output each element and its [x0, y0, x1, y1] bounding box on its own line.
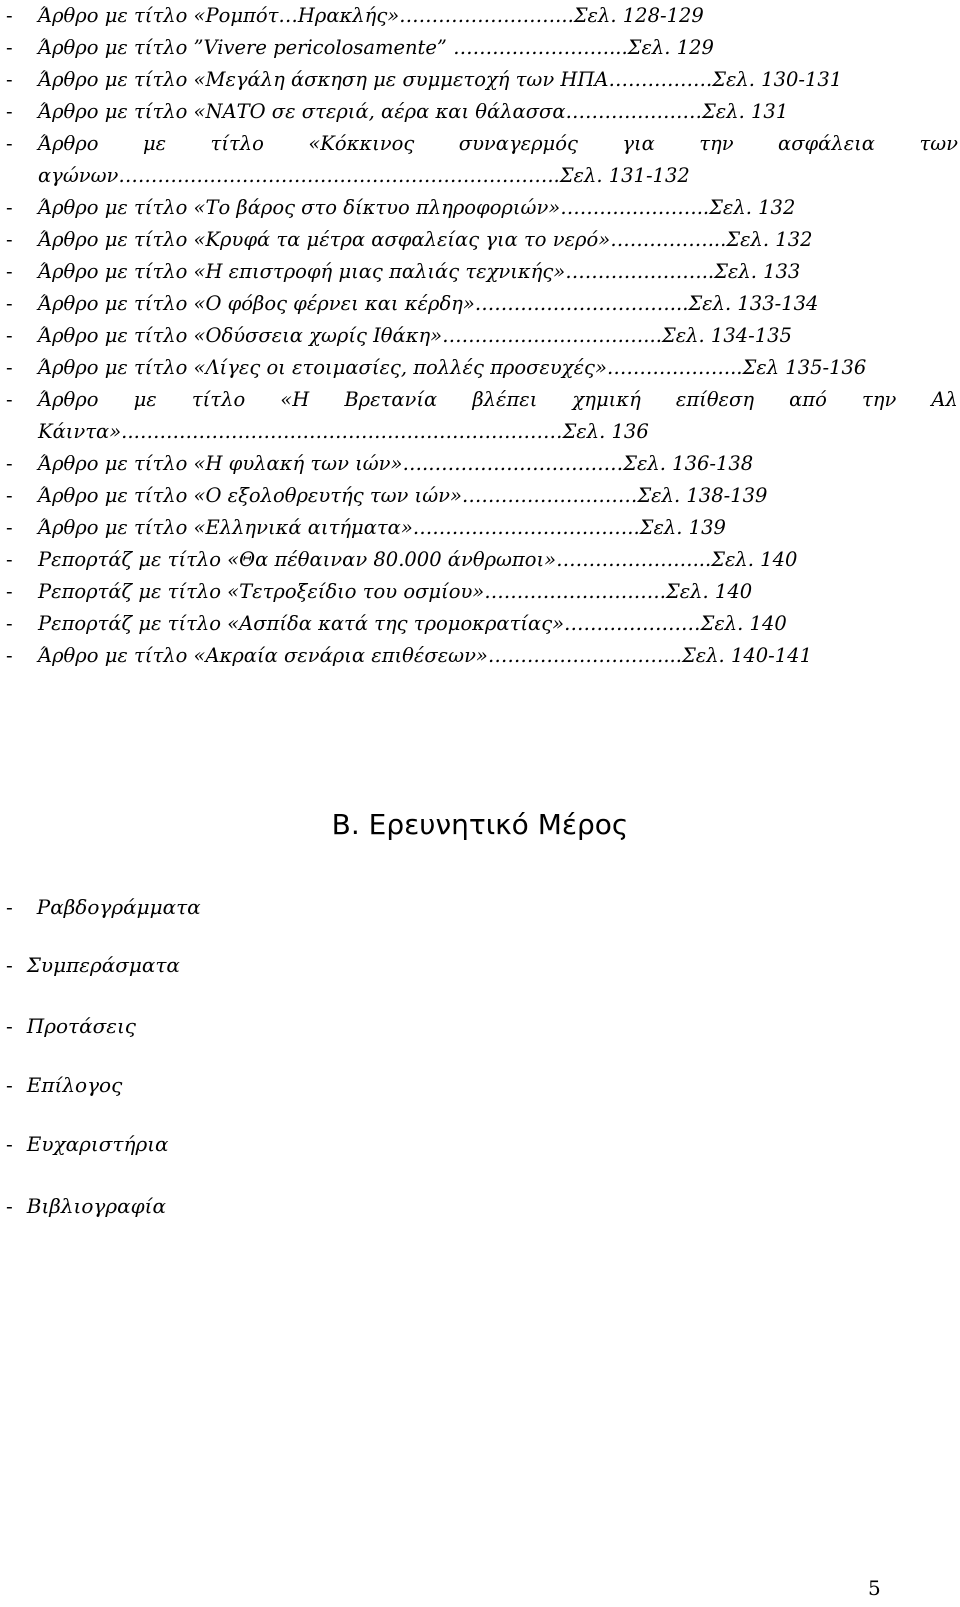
bullet-dash: -	[6, 388, 13, 411]
bullet-dash: -	[6, 895, 13, 919]
bullet-dash: -	[6, 68, 13, 91]
toc-entry-text: Άρθρο με τίτλο «Λίγες οι ετοιμασίες, πολλές προσευχές»………………...Σελ 135-136	[38, 356, 867, 379]
toc-entry-wrapped	[6, 384, 960, 448]
page-number: 5	[868, 1576, 881, 1600]
bullet-dash: -	[6, 580, 13, 603]
toc-entry	[6, 544, 960, 576]
bullet-dash: -	[6, 548, 13, 571]
bullet-dash: -	[6, 260, 13, 283]
bullet-dash: -	[6, 1194, 13, 1218]
toc-entry-continuation: Κάιντα»..…………………………………………………………Σελ. 136	[38, 420, 649, 443]
toc-entry	[6, 608, 960, 640]
table-of-contents	[6, 0, 960, 672]
toc-word: χημική	[572, 388, 641, 411]
toc-word: για	[622, 132, 655, 155]
bullet-dash: -	[6, 1132, 13, 1156]
toc-word: την	[699, 132, 734, 155]
section-item-label: Ευχαριστήρια	[26, 1132, 169, 1156]
toc-word: των	[919, 132, 958, 155]
toc-entry	[6, 224, 960, 256]
toc-entry	[6, 0, 960, 32]
toc-entry-text: Άρθρο με τίτλο «Μεγάλη άσκηση με συμμετοχή των ΗΠΑ…………….Σελ. 130-131	[38, 68, 843, 91]
bullet-dash: -	[6, 1014, 13, 1038]
bullet-dash: -	[6, 324, 13, 347]
toc-word: τίτλο	[210, 132, 264, 155]
toc-entry-text: Άρθρο με τίτλο «Ελληνικά αιτήματα»……………………………..Σελ. 139	[38, 516, 726, 539]
toc-entry-justified-line	[38, 384, 958, 416]
bullet-dash: -	[6, 484, 13, 507]
toc-entry-justified-line	[38, 128, 958, 160]
bullet-dash: -	[6, 516, 13, 539]
toc-word: Άρθρο	[38, 132, 99, 155]
toc-entry-text: Άρθρο με τίτλο «Η φυλακή των ιών»….…………………………Σελ. 136-138	[38, 452, 754, 475]
toc-entry	[6, 288, 960, 320]
toc-entry-text: Άρθρο με τίτλο «Ρομπότ…Ηρακλής»……………………...Σελ. 128-129	[38, 4, 704, 27]
toc-word: συναγερμός	[458, 132, 578, 155]
toc-entry-text: Ρεπορτάζ με τίτλο «Τετροξείδιο του οσμίου»……………………….Σελ. 140	[38, 580, 753, 603]
bullet-dash: -	[6, 292, 13, 315]
section-heading: Β. Ερευνητικό Μέρος	[331, 808, 629, 841]
toc-entry-text: Ρεπορτάζ με τίτλο «Ασπίδα κατά της τρομοκρατίας»…………………Σελ. 140	[38, 612, 787, 635]
toc-entry	[6, 256, 960, 288]
bullet-dash: -	[6, 132, 13, 155]
toc-word: την	[861, 388, 897, 411]
toc-word: με	[133, 388, 157, 411]
toc-entry	[6, 448, 960, 480]
section-item	[6, 1014, 136, 1038]
toc-entry-text: Άρθρο με τίτλο «Οδύσσεια χωρίς Ιθάκη»……………………….…...Σελ. 134-135	[38, 324, 792, 347]
toc-word: με	[142, 132, 167, 155]
section-item-label: Βιβλιογραφία	[26, 1194, 166, 1218]
section-item	[6, 1132, 169, 1156]
toc-entry-continuation: αγώνων…………………………………………………………..Σελ. 131-132	[38, 164, 690, 187]
toc-entry	[6, 512, 960, 544]
bullet-dash: -	[6, 196, 13, 219]
toc-entry	[6, 64, 960, 96]
bullet-dash: -	[6, 1073, 13, 1097]
bullet-dash: -	[6, 228, 13, 251]
section-item-label: Ραβδογράμματα	[36, 895, 201, 919]
toc-entry-wrapped	[6, 128, 960, 192]
section-item	[6, 895, 201, 919]
toc-word: Βρετανία	[344, 388, 438, 411]
bullet-dash: -	[6, 36, 13, 59]
toc-word: τίτλο	[191, 388, 246, 411]
toc-word: επίθεση	[675, 388, 755, 411]
bullet-dash: -	[6, 953, 13, 977]
toc-entry-text: Ρεπορτάζ με τίτλο «Θα πέθαιναν 80.000 άνθρωποι»…………………...Σελ. 140	[38, 548, 798, 571]
toc-word: «Κόκκινος	[308, 132, 415, 155]
toc-entry-text: Άρθρο με τίτλο «Ο εξολοθρευτής των ιών»………………………Σελ. 138-139	[38, 484, 768, 507]
bullet-dash: -	[6, 100, 13, 123]
toc-entry-text: Άρθρο με τίτλο «Το βάρος στο δίκτυο πληροφοριών»…………………..Σελ. 132	[38, 196, 796, 219]
toc-entry	[6, 320, 960, 352]
section-item-label: Προτάσεις	[26, 1014, 137, 1038]
toc-word: «Η	[280, 388, 310, 411]
toc-entry-text: Άρθρο με τίτλο «Κρυφά τα μέτρα ασφαλείας για το νερό»……………...Σελ. 132	[38, 228, 813, 251]
section-item-label: Συμπεράσματα	[26, 953, 180, 977]
toc-word: Άρθρο	[38, 388, 99, 411]
toc-entry	[6, 640, 960, 672]
section-item	[6, 1073, 122, 1097]
toc-entry	[6, 352, 960, 384]
toc-entry-text: Άρθρο με τίτλο «Η επιστροφή μιας παλιάς τεχνικής»…………………..Σελ. 133	[38, 260, 801, 283]
toc-entry	[6, 192, 960, 224]
toc-entry	[6, 32, 960, 64]
bullet-dash: -	[6, 644, 13, 667]
toc-entry	[6, 480, 960, 512]
toc-entry-text: Άρθρο με τίτλο «Ο φόβος φέρνει και κέρδη»…………………………...Σελ. 133-134	[38, 292, 819, 315]
toc-word: Αλ	[931, 388, 958, 411]
toc-word: βλέπει	[472, 388, 538, 411]
toc-entry-text: Άρθρο με τίτλο ”Vivere pericolosamente” ……………………...Σελ. 129	[38, 36, 714, 59]
bullet-dash: -	[6, 356, 13, 379]
bullet-dash: -	[6, 4, 13, 27]
toc-word: ασφάλεια	[778, 132, 875, 155]
bullet-dash: -	[6, 612, 13, 635]
section-item-label: Επίλογος	[26, 1073, 123, 1097]
toc-entry-text: Άρθρο με τίτλο «Ακραία σενάρια επιθέσεων»………………………...Σελ. 140-141	[38, 644, 812, 667]
toc-word: από	[789, 388, 827, 411]
bullet-dash: -	[6, 452, 13, 475]
section-item	[6, 953, 180, 977]
toc-entry	[6, 576, 960, 608]
toc-entry	[6, 96, 960, 128]
section-item	[6, 1194, 166, 1218]
toc-entry-text: Άρθρο με τίτλο «ΝΑΤΟ σε στεριά, αέρα και θάλασσα…………………Σελ. 131	[38, 100, 789, 123]
